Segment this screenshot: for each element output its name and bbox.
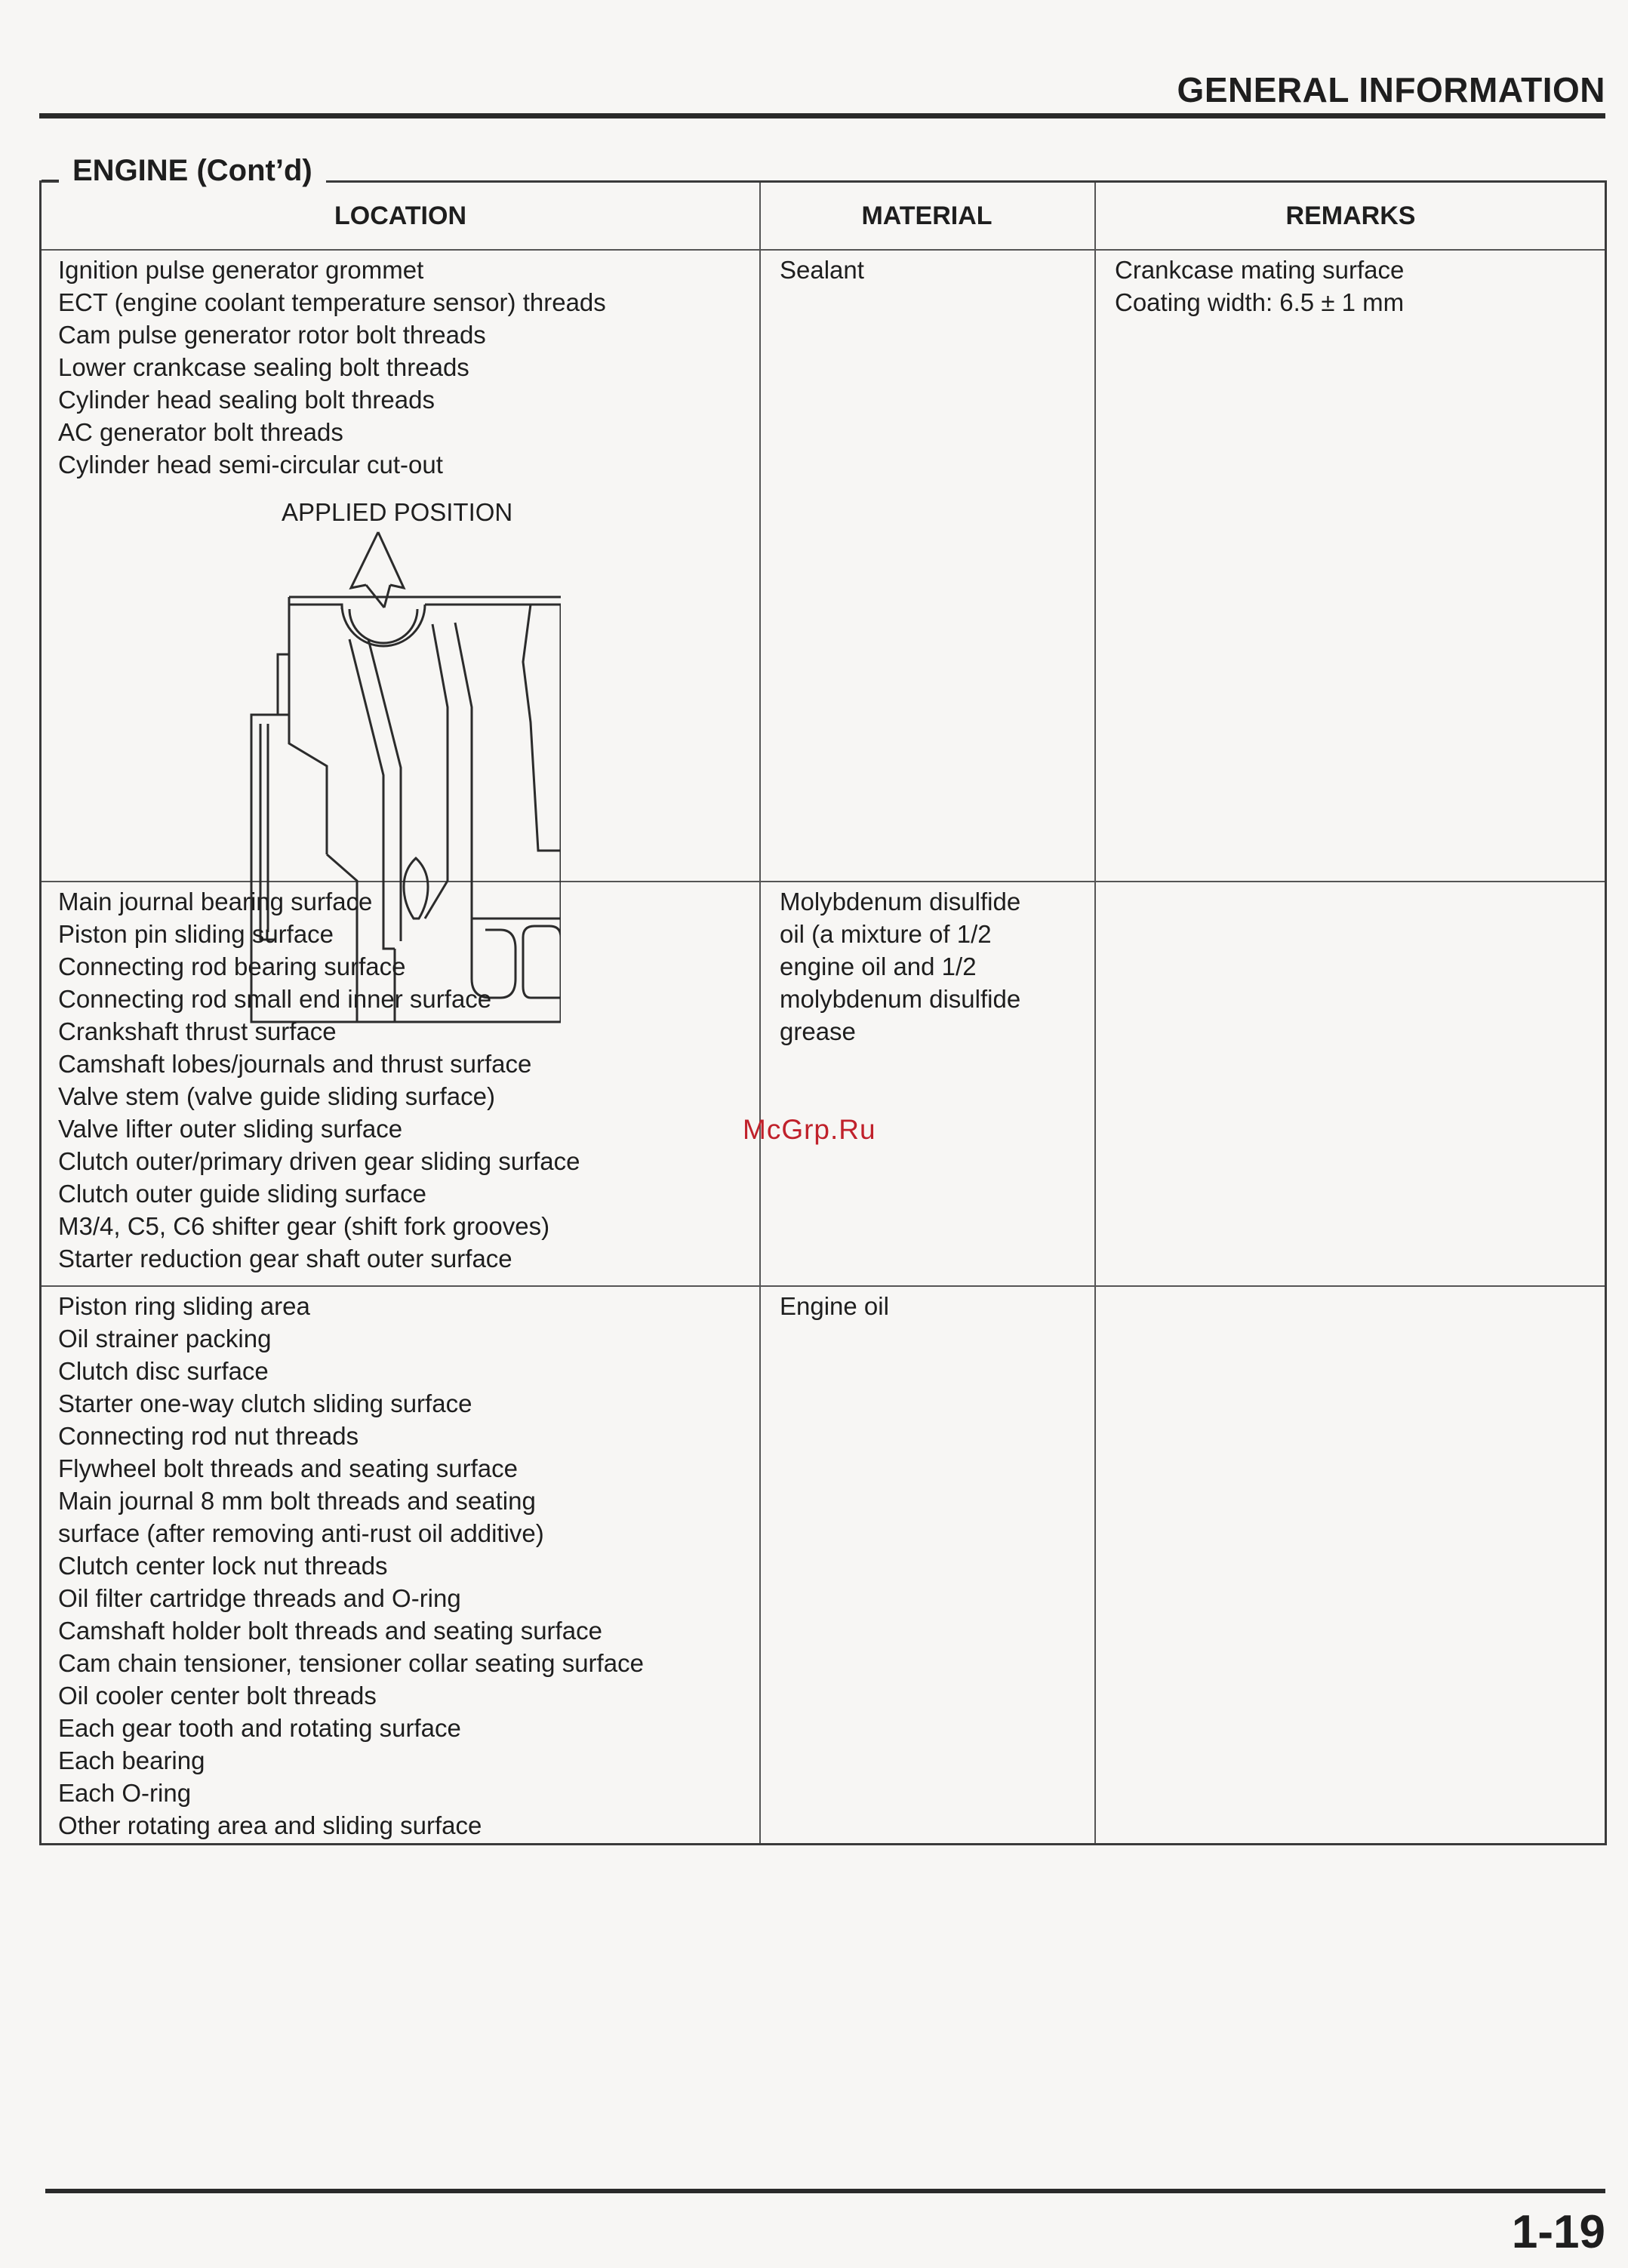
column-header-remarks: REMARKS [1285,201,1416,230]
list-item: Cam pulse generator rotor bolt threads [58,321,486,349]
row2-material [780,885,1020,1048]
row3-location [58,1290,644,1842]
list-item: Connecting rod nut threads [58,1422,359,1450]
material-text: engine oil and 1/2 [780,952,977,980]
list-item: AC generator bolt threads [58,418,343,446]
list-item: Valve lifter outer sliding surface [58,1115,403,1143]
column-header-material: MATERIAL [861,201,992,230]
remarks-text: Crankcase mating surface [1115,256,1405,284]
list-item: ECT (engine coolant temperature sensor) threads [58,288,606,316]
list-item: Piston ring sliding area [58,1292,310,1320]
list-item: Ignition pulse generator grommet [58,256,424,284]
list-item: Each bearing [58,1746,205,1774]
list-item: Cylinder head sealing bolt threads [58,386,435,414]
list-item: Flywheel bolt threads and seating surface [58,1454,519,1482]
section-title: ENGINE (Cont’d) [59,154,326,188]
list-item: Each O-ring [58,1779,192,1807]
list-item: Connecting rod small end inner surface [58,985,492,1013]
row3-material [780,1290,889,1322]
material-text: molybdenum disulfide [780,985,1021,1013]
page-header-title: GENERAL INFORMATION [1177,70,1605,109]
list-item: Connecting rod bearing surface [58,952,406,980]
list-item: Cylinder head semi-circular cut-out [58,451,443,479]
row-divider [42,1285,1605,1287]
list-item: Lower crankcase sealing bolt threads [58,353,469,381]
list-item: Oil strainer packing [58,1325,272,1352]
list-item: Camshaft holder bolt threads and seating surface [58,1617,602,1645]
list-item: Other rotating area and sliding surface [58,1811,482,1839]
list-item: Piston pin sliding surface [58,920,334,948]
list-item: Main journal 8 mm bolt threads and seating [58,1487,536,1515]
list-item: Each gear tooth and rotating surface [58,1714,461,1742]
column-divider [1094,183,1096,1843]
list-item: Crankshaft thrust surface [58,1017,337,1045]
material-text: grease [780,1017,856,1045]
column-header-location: LOCATION [334,201,466,230]
list-item: Camshaft lobes/journals and thrust surface [58,1050,532,1078]
material-text: Engine oil [780,1292,889,1320]
footer-rule [45,2189,1605,2193]
list-item: M3/4, C5, C6 shifter gear (shift fork grooves) [58,1212,550,1240]
list-item: Cam chain tensioner, tensioner collar seating surface [58,1649,644,1677]
lubrication-table [39,180,1607,1845]
watermark: McGrp.Ru [743,1114,876,1145]
list-item: Clutch outer guide sliding surface [58,1180,426,1208]
list-item: Clutch outer/primary driven gear sliding surface [58,1147,580,1175]
row2-location [58,885,580,1275]
header-row-divider [42,249,1605,251]
remarks-text: Coating width: 6.5 ± 1 mm [1115,288,1405,316]
column-divider [759,183,761,1843]
list-item: Clutch center lock nut threads [58,1552,388,1580]
diagram-label: APPLIED POSITION [282,498,513,526]
material-text: Sealant [780,256,864,284]
list-item: Oil cooler center bolt threads [58,1682,377,1709]
list-item: Oil filter cartridge threads and O-ring [58,1584,461,1612]
list-item: Starter one-way clutch sliding surface [58,1389,472,1417]
list-item: Main journal bearing surface [58,888,373,916]
material-text: oil (a mixture of 1/2 [780,920,992,948]
page-number: 1-19 [1511,2206,1605,2258]
list-item: Clutch disc surface [58,1357,269,1385]
header-rule [39,113,1605,118]
row1-remarks [1115,254,1404,319]
list-item: Valve stem (valve guide sliding surface) [58,1082,495,1110]
row1-material [780,254,864,286]
list-item: surface (after removing anti-rust oil additive) [58,1519,544,1547]
list-item: Starter reduction gear shaft outer surface [58,1245,512,1272]
row1-location [58,254,606,481]
material-text: Molybdenum disulfide [780,888,1021,916]
